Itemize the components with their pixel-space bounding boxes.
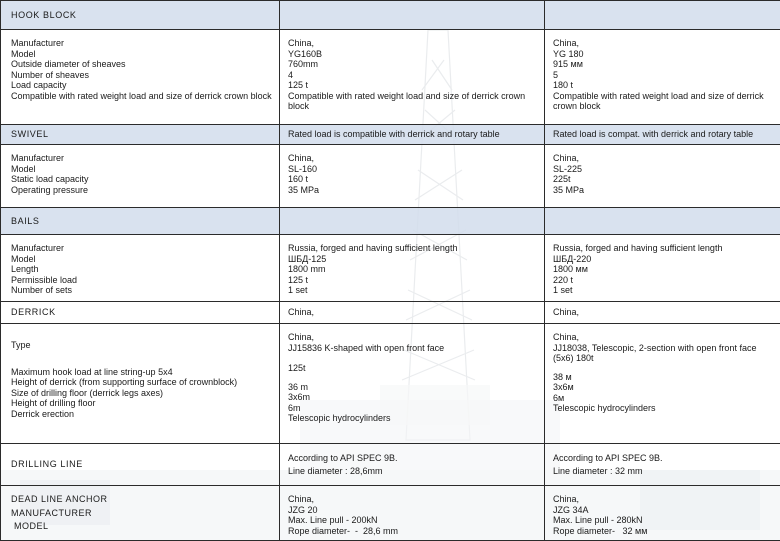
hook-block-header-row [1, 1, 780, 30]
hook-block-col3: China, YG 180 915 мм 5 180 t Compatible with rated weight load and size of derrick crown block [545, 30, 780, 125]
hook-block-labels: Manufacturer Model Outside diameter of sheaves Number of sheaves Load capacity Compatible with rated weight load and size of derrick crown block [1, 30, 280, 125]
swivel-header-row [1, 125, 780, 145]
swivel-labels: Manufacturer Model Static load capacity Operating pressure [1, 145, 280, 208]
bails-labels: Manufacturer Model Length Permissible load Number of sets [1, 235, 280, 302]
hook-block-col2: China, YG160B 760mm 4 125 t Compatible with rated weight load and size of derrick crown block [280, 30, 545, 125]
bails-header-row [1, 208, 780, 235]
dead-line-anchor-row [1, 486, 780, 541]
hook-block-title: HOOK BLOCK [1, 1, 280, 30]
swivel-col3-note: Rated load is compat. with derrick and rotary table [545, 125, 780, 145]
bails-col3: Russia, forged and having sufficient length ШБД-220 1800 мм 220 t 1 set [545, 235, 780, 302]
drilling-line-title: DRILLING LINE [1, 444, 280, 486]
dead-line-anchor-labels: DEAD LINE ANCHOR MANUFACTURER MODEL [1, 486, 280, 541]
derrick-labels: Type Maximum hook load at line string-up 5x4 Height of derrick (from supporting surface of crownblock) Size of drilling floor (derrick legs axes) Height of drilling floor Derrick erection [1, 324, 280, 444]
drilling-line-col3: According to API SPEC 9B. Line diameter : 32 mm [545, 444, 780, 486]
swivel-col3: China, SL-225 225t 35 MPa [545, 145, 780, 208]
dead-line-anchor-col3: China, JZG 34A Max. Line pull - 280kN Rope diameter- 32 мм [545, 486, 780, 541]
bails-title: BAILS [1, 208, 280, 235]
swivel-row [1, 145, 780, 208]
drilling-line-col2: According to API SPEC 9B. Line diameter : 28,6mm [280, 444, 545, 486]
derrick-col2: China, JJ15836 K-shaped with open front face 125t 36 m 3x6m 6m Telescopic hydrocylinders [280, 324, 545, 444]
dead-line-anchor-col2: China, JZG 20 Max. Line pull - 200kN Rope diameter- - 28,6 mm [280, 486, 545, 541]
derrick-header-row: DERRICK China, China, [1, 302, 780, 324]
hook-block-row [1, 30, 780, 125]
bails-col2: Russia, forged and having sufficient length ШБД-125 1800 mm 125 t 1 set [280, 235, 545, 302]
swivel-title: SWIVEL [1, 125, 280, 145]
derrick-title: DERRICK [1, 302, 280, 324]
derrick-row [1, 324, 780, 444]
derrick-col3: China, JJ18038, Telescopic, 2-section with open front face (5x6) 180t 38 м 3x6м 6м Telescopic hydrocylinders [545, 324, 780, 444]
drilling-line-row [1, 444, 780, 486]
swivel-col2-note: Rated load is compatible with derrick and rotary table [280, 125, 545, 145]
bails-row [1, 235, 780, 302]
swivel-col2: China, SL-160 160 t 35 MPa [280, 145, 545, 208]
